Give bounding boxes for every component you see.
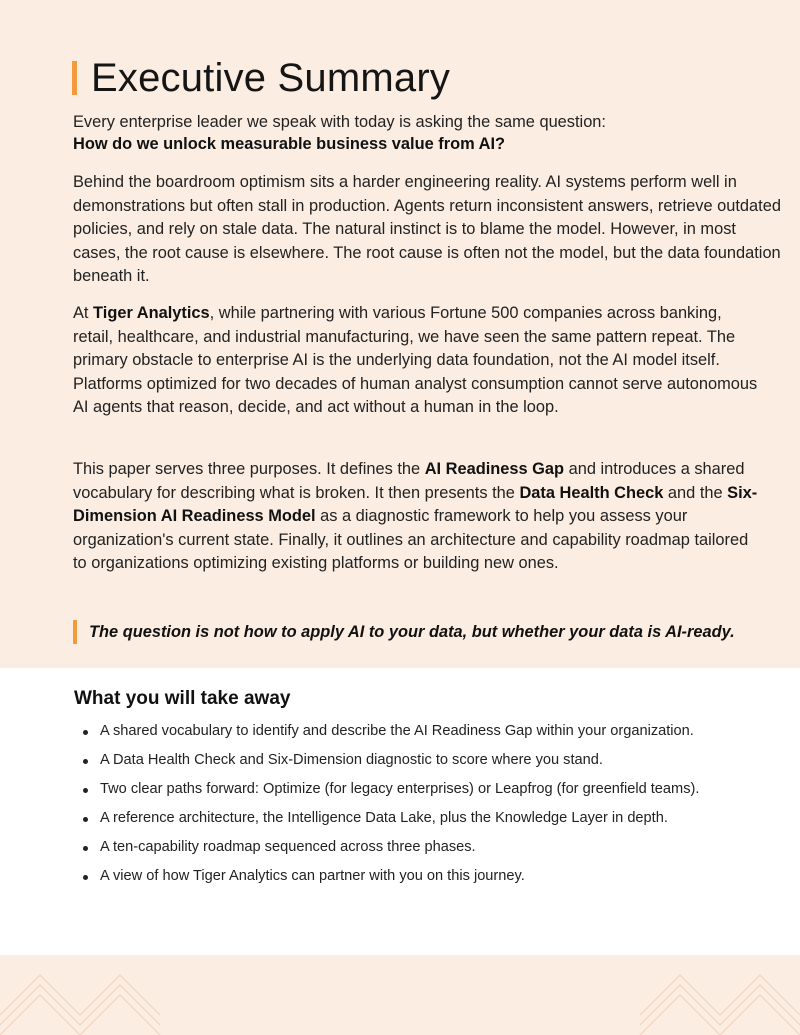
takeaway-title: What you will take away xyxy=(74,688,291,709)
paragraph2-post: , while partnering with various Fortune 500 companies across banking, retail, healthcare, and industrial manufacturing, we have seen the same pattern repeat. The primary obstacle to enterprise AI is the underlying data foundation, not the AI model itself. Platforms optimized for two decades of human analyst consumption cannot serve autonomous AI agents that reason, decide, and act without a human in the loop. xyxy=(73,304,758,417)
footer-decoration xyxy=(0,955,800,1035)
intro xyxy=(73,111,753,155)
paragraph-tiger-analytics xyxy=(73,302,763,420)
company-name: Tiger Analytics xyxy=(93,304,210,322)
paragraph3-t2: and introduces a shared vocabulary for describing what is broken. It then presents the xyxy=(73,460,745,502)
takeaway-item: A reference architecture, the Intelligence Data Lake, plus the Knowledge Layer in depth. xyxy=(80,811,740,826)
paragraph3-t3: and the xyxy=(663,483,728,502)
paragraph3-t4: as a diagnostic framework to help you assess your organization's current state. Finally, it outlines an architecture and capability roadmap tailored to organizations optimizing existing platforms or building new ones. xyxy=(73,507,749,573)
paragraph2-pre: At xyxy=(73,304,94,322)
term-six-dimension-model: Six-Dimension AI Readiness Model xyxy=(73,483,758,526)
takeaway-item: Two clear paths forward: Optimize (for legacy enterprises) or Leapfrog (for greenfield teams). xyxy=(80,782,740,797)
intro-line: Every enterprise leader we speak with today is asking the same question: xyxy=(73,113,606,131)
paragraph3-t1: This paper serves three purposes. It defines the xyxy=(73,460,425,478)
paragraph-engineering-reality: Behind the boardroom optimism sits a harder engineering reality. AI systems perform well in demonstrations but often stall in production. Agents return inconsistent answers, retrieve outdated policies, and rely on stale data. The natural instinct is to blame the model. However, in most cases, the root cause is elsewhere. The root cause is often not the model, but the data foundation beneath it. xyxy=(73,173,781,286)
callout-quote xyxy=(73,620,735,644)
takeaway-item: A Data Health Check and Six-Dimension diagnostic to score where you stand. xyxy=(80,753,740,768)
footer-pattern-graphic xyxy=(0,955,800,1035)
takeaway-item: A shared vocabulary to identify and describe the AI Readiness Gap within your organization. xyxy=(80,724,740,739)
takeaway-list xyxy=(80,724,740,898)
term-ai-readiness-gap: AI Readiness Gap xyxy=(424,460,565,478)
paragraph-purposes xyxy=(73,458,763,576)
callout-text: The question is not how to apply AI to your data, but whether your data is AI-ready. xyxy=(89,622,735,641)
intro-question: How do we unlock measurable business value from AI? xyxy=(73,135,506,153)
term-data-health-check: Data Health Check xyxy=(519,483,664,502)
page-title: Executive Summary xyxy=(91,56,451,100)
callout-accent-bar xyxy=(73,620,77,644)
takeaway-item: A view of how Tiger Analytics can partner with you on this journey. xyxy=(80,869,740,884)
heading-accent-bar xyxy=(72,61,77,95)
takeaway-item: A ten-capability roadmap sequenced across three phases. xyxy=(80,840,740,855)
heading-row xyxy=(72,56,450,100)
